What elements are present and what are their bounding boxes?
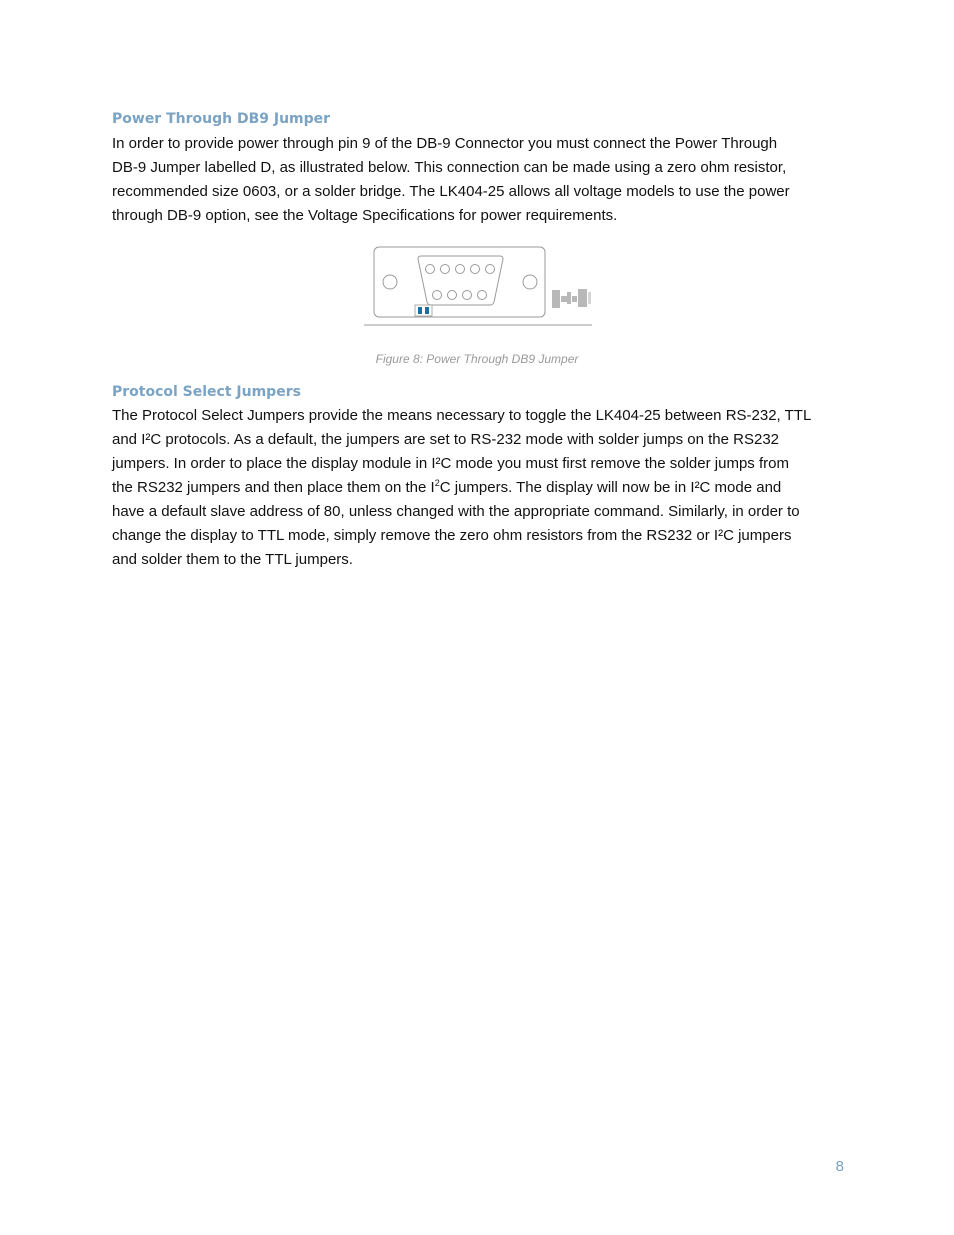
paragraph-line [112,476,842,500]
power-through-jumper [415,305,432,316]
paragraph-line: change the display to TTL mode, simply remove the zero ohm resistors from the RS232 or I²C jumpers [112,527,792,544]
mounting-hole-left [383,275,397,289]
side-component [572,296,577,302]
section-heading-power-through-db9: Power Through DB9 Jumper [112,111,331,127]
paragraph-line: recommended size 0603, or a solder bridge. The LK404-25 allows all voltage models to use the power [112,183,790,200]
db9-pin [441,265,450,274]
paragraph-protocol-select [112,404,842,572]
side-component [588,292,591,304]
db9-pin [478,291,487,300]
paragraph-line: and I²C protocols. As a default, the jumpers are set to RS-232 mode with solder jumps on the RS232 [112,431,780,448]
paragraph-line: through DB-9 option, see the Voltage Specifications for power requirements. [112,207,618,224]
db9-pin [471,265,480,274]
db9-pin [486,265,495,274]
paragraph-line: DB-9 Jumper labelled D, as illustrated below. This connection can be made using a zero ohm resistor, [112,159,787,176]
superscript-2: 2 [434,478,440,488]
db9-connector-shell [418,256,503,305]
figure-caption: Figure 8: Power Through DB9 Jumper [375,352,579,366]
paragraph-power-through-db9 [112,132,842,228]
jumper-pad [425,307,429,314]
db9-pin [426,265,435,274]
paragraph-line: In order to provide power through pin 9 of the DB-9 Connector you must connect the Power Through [112,135,778,152]
db9-pin [448,291,457,300]
text-run: C jumpers. The display will now be in I²C mode and [439,479,782,496]
jumper-pad [418,307,422,314]
paragraph-line: and solder them to the TTL jumpers. [112,551,353,568]
paragraph-line: jumpers. In order to place the display module in I²C mode you must first remove the solder jumps from [112,455,789,472]
db9-pin [433,291,442,300]
db9-jumper-illustration [362,244,594,330]
paragraph-line: The Protocol Select Jumpers provide the means necessary to toggle the LK404-25 between RS-232, TTL [112,407,812,424]
side-component [552,290,560,308]
section-heading-protocol-select: Protocol Select Jumpers [112,384,301,400]
db9-pin [463,291,472,300]
side-component [561,296,567,302]
text-run: the RS232 jumpers and then place them on the I [112,479,435,496]
page-number: 8 [835,1158,844,1175]
db9-pin [456,265,465,274]
paragraph-line: have a default slave address of 80, unless changed with the appropriate command. Similarly, in order to [112,503,800,520]
side-component [567,292,571,304]
side-component [578,289,587,307]
mounting-hole-right [523,275,537,289]
